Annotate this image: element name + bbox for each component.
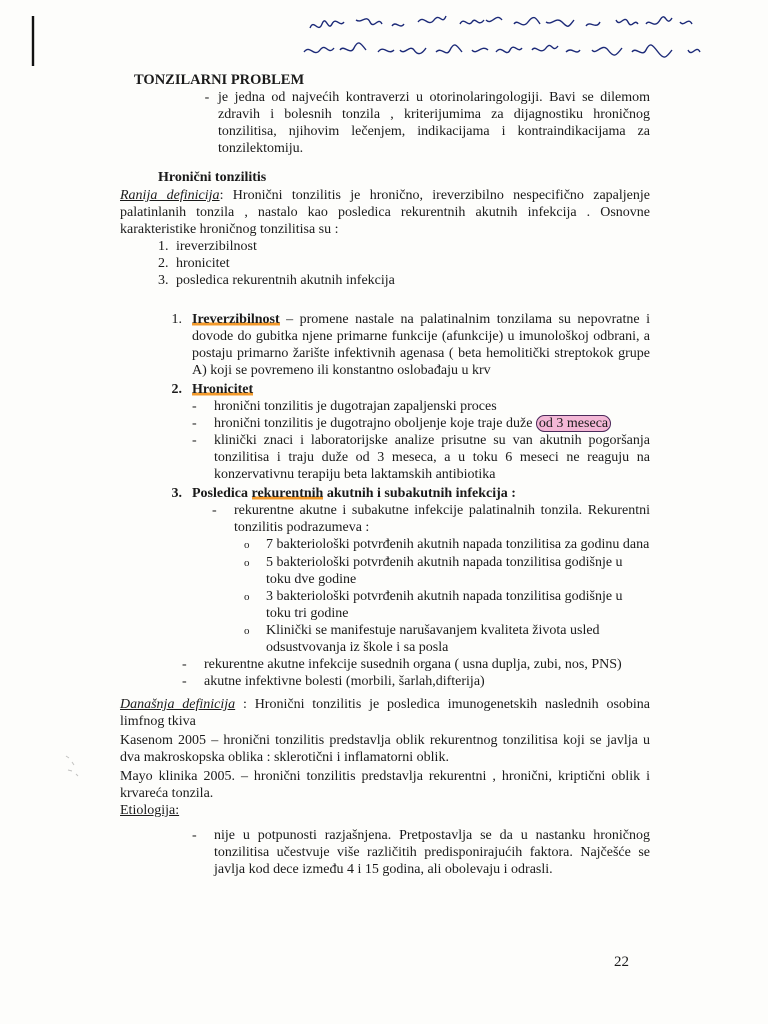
today-def-label: Današnja definicija — [120, 697, 236, 712]
etiology-item: - nije u potpunosti razjašnjena. Pretpostavlja se da u nastanku hroničnog tonzilitisa učestvuje više različitih predisponirajućih faktora. Najčešće se javlja kod dece između 4 i 15 godina, ali obolevaju i odrasli. — [192, 828, 650, 877]
sub-list-item: o 3 bakteriološki potvrđenih akutnih napada tonzilitisa godišnje u toku tri godine — [244, 589, 623, 621]
item-number: 1. — [171, 312, 182, 327]
basic-characteristics-list — [120, 238, 650, 289]
handwritten-note — [296, 6, 716, 66]
earlier-definition — [120, 187, 650, 238]
list-item: - hronični tonzilitis je dugotrajan zapaljenski proces — [192, 399, 497, 414]
page-number: 22 — [614, 954, 629, 970]
sub-list-item: o 7 bakteriološki potvrđenih akutnih napada tonzilitisa za godinu dana — [244, 537, 650, 552]
item-heading-highlight: rekurentnih — [251, 486, 324, 501]
mayo-paragraph: Mayo klinika 2005. – hronični tonzilitis predstavlja rekurentni , hronični, kriptični oblik i krvareća tonzila. — [120, 769, 650, 801]
highlighted-duration: od 3 meseca — [536, 415, 611, 432]
margin-mark — [30, 14, 36, 68]
item-heading: Hronicitet — [192, 382, 254, 397]
section-title: Hronični tonzilitis — [158, 170, 267, 185]
item-chronicity — [120, 381, 650, 398]
list-item: - hronični tonzilitis je dugotrajno oboljenje koje traje duže od 3 meseca — [192, 415, 650, 432]
list-item: 3. posledica rekurentnih akutnih infekcija — [172, 272, 650, 289]
sub-list-item: o 5 bakteriološki potvrđenih akutnih napada tonzilitisa godišnje u toku dve godine — [244, 555, 623, 587]
kasenom-paragraph: Kasenom 2005 – hronični tonzilitis predstavlja oblik rekurentnog tonzilitisa koji se javlja u dva makroskopska oblika : sklerotični i inflamatorni oblik. — [120, 733, 650, 765]
earlier-def-text: : Hronični tonzilitis je hronično, ireverzibilno nespecifično zapaljenje palatinlanih tonzila , nastalo kao posledica rekurentnih akutnih infekcija . Osnovne karakteristike hroničnog tonzilitisa su : — [120, 188, 650, 237]
page-title: TONZILARNI PROBLEM — [134, 72, 305, 88]
list-item: - rekurentne akutne i subakutne infekcije palatinalnih tonzila. Rekurentni tonzilitis podrazumeva : — [212, 503, 650, 535]
intro-text: je jedna od najvećih kontraverzi u otorinolaringologiji. Bavi se dilemom zdravih i bolesnih tonzila , kriterijumima za dijagnostiku hroničnog tonzilitisa, njihovim lečenjem, indikacijama i kontraindikacijama za tonzilektomiju. — [218, 90, 650, 156]
item-text: – promene nastale na palatinalnim tonzilama su nepovratne i dovode do gubitka njene primarne funkcije (afunkcije) u imunološkoj odbrani, a postaju primarno žarište infektivnih agenasa ( beta hemolitički streptokok grupe A) koji se povremeno ili konstantno oslobađaju u krv — [192, 312, 650, 378]
list-item: - rekurentne akutne infekcije susednih organa ( usna duplja, zubi, nos, PNS) — [182, 657, 622, 672]
list-item: - klinički znaci i laboratorijske analize prisutne su van akutnih pogoršanja tonzilitisa i traju duže od 3 meseca, a u toku 6 meseci ne reaguju na konzervativnu terapiju beta laktamskih antibiotika — [192, 433, 650, 482]
item-recurrent-infections: 3. Posledica rekurentnih akutnih i subakutnih infekcija : — [120, 485, 650, 502]
today-definition: Današnja definicija : Hronični tonzilitis je posledica imunogenetskih naslednih osobina limfnog tkiva — [120, 697, 650, 729]
list-item: 1. ireverzibilnost — [172, 238, 650, 255]
item-heading: Ireverzibilnost — [192, 312, 280, 327]
item-irreversibility — [120, 311, 650, 379]
list-item: - akutne infektivne bolesti (morbili, šarlah,difterija) — [182, 674, 485, 689]
list-item: 2. hronicitet — [172, 255, 650, 272]
document-body — [120, 72, 650, 878]
scan-speck — [62, 752, 86, 782]
item-number: 2. — [171, 382, 182, 397]
earlier-def-label: Ranija definicija — [120, 188, 220, 203]
intro-item — [196, 89, 650, 157]
sub-list-item: o Klinički se manifestuje narušavanjem kvaliteta života usled odsustvovanja iz škole i sa posla — [244, 623, 600, 655]
item-number: 3. — [171, 486, 182, 501]
dash-bullet: - — [204, 90, 210, 105]
etiology-heading: Etiologija: — [120, 803, 180, 818]
